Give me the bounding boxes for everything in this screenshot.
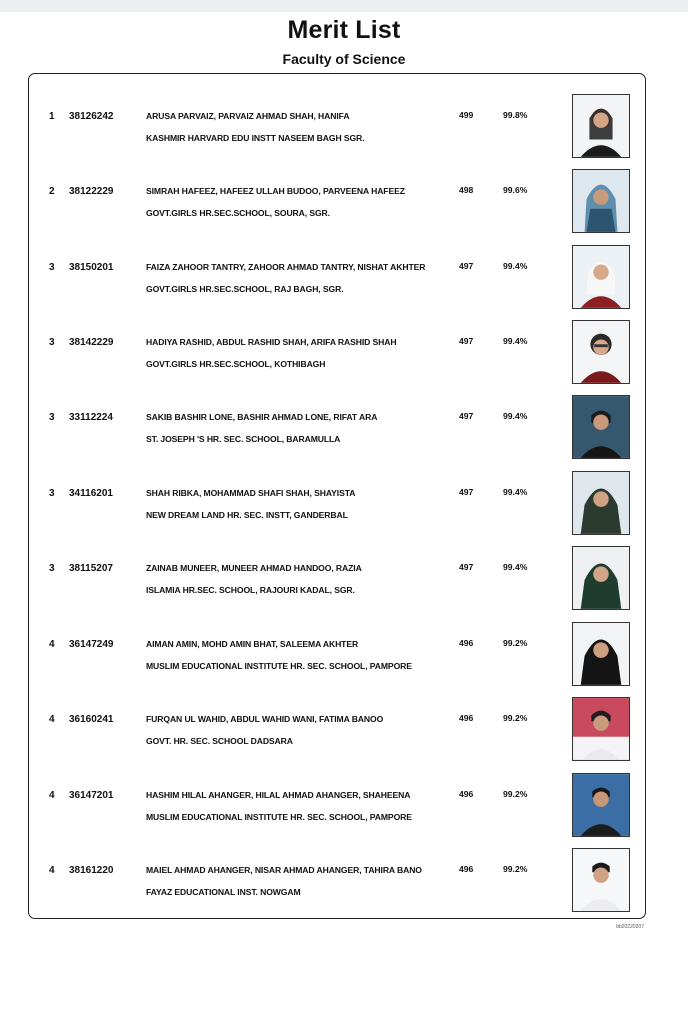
school-name: GOVT.GIRLS HR.SEC.SCHOOL, KOTHIBAGH [146,359,326,369]
student-photo [572,395,630,459]
percentage: 99.4% [503,336,528,346]
rank: 4 [49,865,55,876]
merit-row [29,225,645,301]
percentage: 99.2% [503,864,528,874]
merit-row [29,451,645,527]
rank: 3 [49,337,55,348]
marks: 499 [459,110,474,120]
school-name: GOVT.GIRLS HR.SEC.SCHOOL, RAJ BAGH, SGR. [146,284,344,294]
roll-number: 38142229 [69,337,114,348]
student-photo [572,697,630,761]
percentage: 99.2% [503,638,528,648]
rank: 4 [49,639,55,650]
roll-number: 34116201 [69,488,113,499]
roll-number: 33112224 [69,412,113,423]
student-names: HADIYA RASHID, ABDUL RASHID SHAH, ARIFA RASHID SHAH [146,337,397,347]
student-names: HASHIM HILAL AHANGER, HILAL AHMAD AHANGER, SHAHEENA [146,790,411,800]
percentage: 99.4% [503,487,528,497]
student-names: FAIZA ZAHOOR TANTRY, ZAHOOR AHMAD TANTRY, NISHAT AKHTER [146,262,426,272]
percentage: 99.4% [503,261,528,271]
school-name: KASHMIR HARVARD EDU INSTT NASEEM BAGH SGR. [146,133,365,143]
marks: 497 [459,562,474,572]
student-names: SHAH RIBKA, MOHAMMAD SHAFI SHAH, SHAYISTA [146,488,356,498]
school-name: FAYAZ EDUCATIONAL INST. NOWGAM [146,887,301,897]
merit-row [29,526,645,602]
roll-number: 36160241 [69,714,114,725]
school-name: GOVT. HR. SEC. SCHOOL DADSARA [146,736,293,746]
merit-row [29,149,645,225]
percentage: 99.2% [503,789,528,799]
student-names: FURQAN UL WAHID, ABDUL WAHID WANI, FATIMA BANOO [146,714,384,724]
rank: 2 [49,186,55,197]
rank: 3 [49,412,55,423]
merit-row [29,74,645,150]
roll-number: 38150201 [69,262,114,273]
merit-row [29,828,645,904]
page-subtitle: Faculty of Science [282,51,406,67]
marks: 497 [459,336,474,346]
school-name: ISLAMIA HR.SEC. SCHOOL, RAJOURI KADAL, SGR. [146,585,355,595]
roll-number: 36147249 [69,639,114,650]
rank: 3 [49,262,55,273]
marks: 496 [459,864,474,874]
percentage: 99.6% [503,185,528,195]
merit-row [29,375,645,451]
percentage: 99.4% [503,411,528,421]
merit-list-table [28,73,646,919]
school-name: ST. JOSEPH 'S HR. SEC. SCHOOL, BARAMULLA [146,434,341,444]
roll-number: 38122229 [69,186,114,197]
student-photo [572,169,630,233]
roll-number: 36147201 [69,790,114,801]
student-names: SAKIB BASHIR LONE, BASHIR AHMAD LONE, RIFAT ARA [146,412,378,422]
marks: 496 [459,713,474,723]
rank: 3 [49,563,55,574]
rank: 1 [49,111,55,122]
marks: 497 [459,487,474,497]
viewer-top-bar [0,0,688,12]
merit-row [29,602,645,678]
student-photo [572,546,630,610]
rank: 3 [49,488,55,499]
school-name: GOVT.GIRLS HR.SEC.SCHOOL, SOURA, SGR. [146,208,330,218]
marks: 497 [459,261,474,271]
school-name: MUSLIM EDUCATIONAL INSTITUTE HR. SEC. SCHOOL, PAMPORE [146,661,412,671]
merit-row [29,753,645,829]
roll-number: 38126242 [69,111,114,122]
marks: 496 [459,789,474,799]
student-names: ZAINAB MUNEER, MUNEER AHMAD HANDOO, RAZIA [146,563,362,573]
marks: 498 [459,185,474,195]
student-names: AIMAN AMIN, MOHD AMIN BHAT, SALEEMA AKHTER [146,639,359,649]
rank: 4 [49,714,55,725]
percentage: 99.8% [503,110,528,120]
student-photo [572,848,630,912]
student-names: ARUSA PARVAIZ, PARVAIZ AHMAD SHAH, HANIFA [146,111,350,121]
document-code: bb20220207 [616,924,644,930]
student-names: SIMRAH HAFEEZ, HAFEEZ ULLAH BUDOO, PARVEENA HAFEEZ [146,186,405,196]
percentage: 99.4% [503,562,528,572]
school-name: MUSLIM EDUCATIONAL INSTITUTE HR. SEC. SCHOOL, PAMPORE [146,812,412,822]
marks: 497 [459,411,474,421]
marks: 496 [459,638,474,648]
merit-row [29,677,645,753]
rank: 4 [49,790,55,801]
merit-row [29,300,645,376]
roll-number: 38115207 [69,563,113,574]
percentage: 99.2% [503,713,528,723]
student-names: MAIEL AHMAD AHANGER, NISAR AHMAD AHANGER, TAHIRA BANO [146,865,422,875]
school-name: NEW DREAM LAND HR. SEC. INSTT, GANDERBAL [146,510,348,520]
page-title: Merit List [287,16,401,44]
roll-number: 38161220 [69,865,114,876]
